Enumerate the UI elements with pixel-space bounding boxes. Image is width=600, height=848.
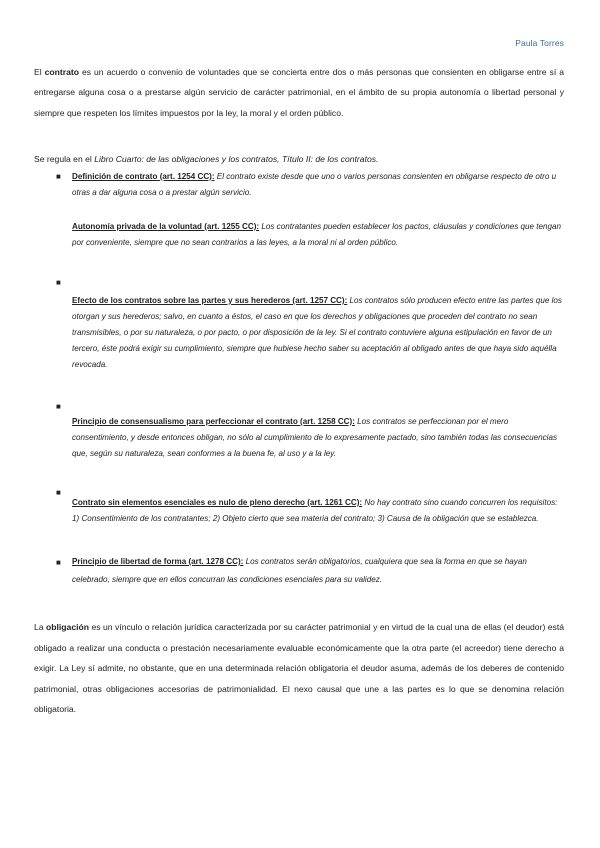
- item-title: Efecto de los contratos sobre las partes y sus herederos (art. 1257 CC):: [72, 296, 348, 305]
- intro-paragraph: [34, 62, 564, 123]
- item-title: Definición de contrato (art. 1254 CC):: [72, 172, 215, 181]
- item-description: No hay contrato sino cuando concurren los requisitos: 1) Consentimiento de los contratantes; 2) Objeto cierto que sea materia del contrato; 3) Causa de la obligación que se establezca.: [72, 498, 558, 524]
- list-item: [72, 169, 565, 201]
- item-title: Principio de libertad de forma (art. 1278 CC):: [72, 557, 244, 566]
- item-title: Contrato sin elementos esenciales es nulo de pleno derecho (art. 1261 CC):: [72, 498, 363, 507]
- intro-pre: El: [34, 67, 45, 77]
- bullet-4: ■: [56, 488, 61, 497]
- header-author: Paula Torres: [515, 38, 564, 48]
- list-item: [72, 553, 565, 588]
- bullet-3: ■: [56, 402, 61, 411]
- list-item: [72, 293, 565, 373]
- intro-term: contrato: [44, 67, 79, 77]
- bullet-1: ■: [56, 172, 61, 181]
- regulation-source: Libro Cuarto: de las obligaciones y los contratos, Título II: de los contratos.: [94, 154, 379, 164]
- obligation-pre: La: [34, 622, 47, 632]
- list-item: [72, 414, 565, 462]
- list-item: [72, 219, 565, 251]
- bullet-5: ■: [56, 558, 61, 567]
- regulation-pre: Se regula en el: [34, 154, 95, 164]
- list-item: [72, 495, 565, 527]
- item-description: Los contratos serán obligatorios, cualquiera que sea la forma en que se hayan celebrado, siempre que en ellos concurran las condiciones esenciales para su validez.: [72, 557, 527, 584]
- item-title: Principio de consensualismo para perfeccionar el contrato (art. 1258 CC):: [72, 417, 355, 426]
- item-title: Autonomía privada de la voluntad (art. 1255 CC):: [72, 222, 260, 231]
- intro-text: es un acuerdo o convenio de voluntades que se concierta entre dos o más personas que consienten en obligarse entre sí a entregarse alguna cosa o a prestarse algún servicio de carácter patrimonial, en el ámbito de su propia autonomía o libertad personal y siempre que respeten los límites impuestos por la ley, la moral y el orden público.: [34, 67, 564, 118]
- item-description: Los contratantes pueden establecer los pactos, cláusulas y condiciones que tengan por conveniente, siempre que no sean contrarios a las leyes, a la moral ni al orden público.: [72, 222, 562, 248]
- obligation-term: obligación: [46, 622, 89, 632]
- obligation-text: es un vínculo o relación jurídica caracterizada por su carácter patrimonial y en virtud de la cual una de ellas (el deudor) está obligado a realizar una conducta o prestación necesariamente evaluable económicamente que la otra parte (el acreedor) tiene derecho a exigir. La Ley sí admite, no obstante, que en una determinada relación obligatoria el deudor asuma, además de los deberes de contenido patrimonial, otras obligaciones accesorias de patrimonialidad. El nexo causal que une a las partes es lo que se denomina relación obligatoria.: [34, 622, 565, 714]
- item-description: Los contratos sólo producen efecto entre las partes que los otorgan y sus herederos; salvo, en cuanto a éstos, el caso en que los derechos y obligaciones que proceden del contrato no sean transmisibles, o por su naturaleza, o por pacto, o por disposición de la ley. Si el contrato contuviere alguna estipulación en favor de un tercero, éste podrá exigir su cumplimiento, siempre que hubiese hecho saber su aceptación al obligado antes de que haya sido aquélla revocada.: [72, 296, 562, 370]
- regulation-line: [34, 152, 378, 166]
- obligation-paragraph: [34, 617, 564, 720]
- item-description: El contrato existe desde que uno o varios personas consienten en obligarse respecto de otro u otras a dar alguna cosa o a prestar algún servicio.: [72, 172, 557, 198]
- item-description: Los contratos se perfeccionan por el mero consentimiento, y desde entonces obligan, no sólo al cumplimiento de lo expresamente pactado, sino también todas las consecuencias que, según su naturaleza, sean conformes a la buena fe, al uso y a la ley.: [72, 417, 558, 459]
- bullet-2: ■: [56, 278, 61, 287]
